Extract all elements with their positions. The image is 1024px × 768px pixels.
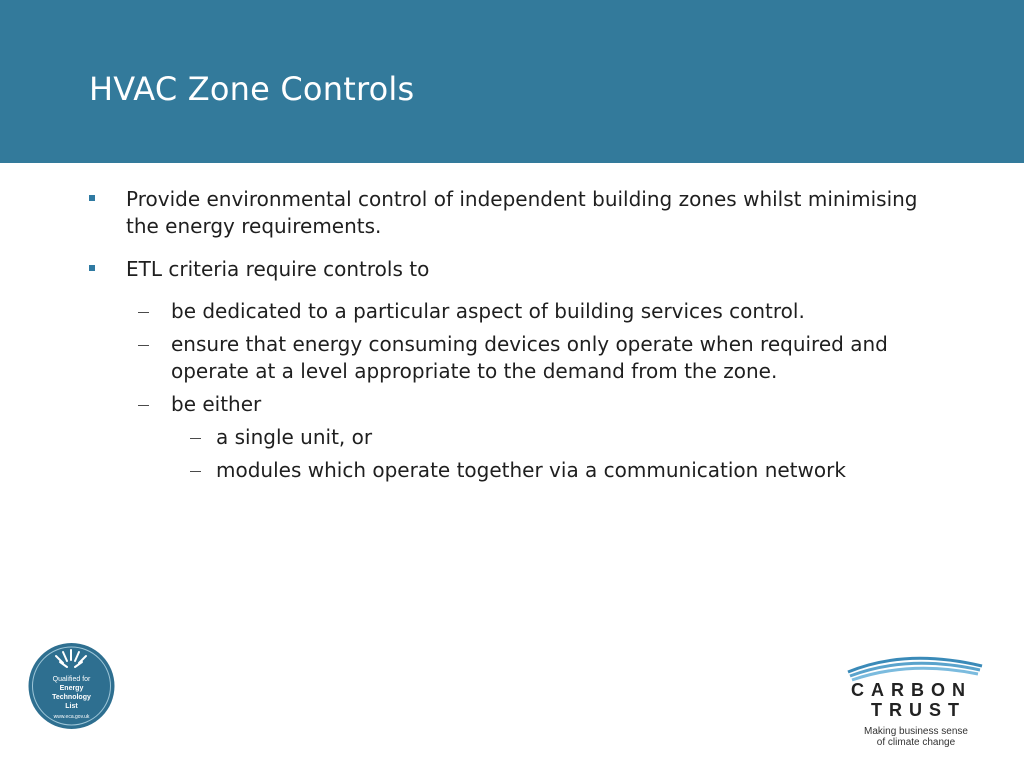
sub-sub-bullet-text: modules which operate together via a communication network (216, 458, 846, 482)
dash-bullet-icon (138, 405, 149, 406)
etl-badge-line4: List (65, 703, 78, 710)
sub-bullet-text: be either (171, 392, 262, 416)
etl-badge-line1: Qualified for (52, 676, 91, 683)
etl-badge-url: www.eca.gov.uk (53, 714, 90, 720)
dash-bullet-icon (190, 438, 201, 439)
dash-bullet-icon (138, 312, 149, 313)
sub-bullet-text: be dedicated to a particular aspect of building services control. (171, 299, 805, 323)
bullet-text: Provide environmental control of independent building zones whilst minimising the energy requirements. (126, 187, 918, 238)
etl-badge-line2: Energy (59, 685, 84, 692)
carbon-trust-word2: TRUST (871, 700, 966, 720)
sub-bullet-text: ensure that energy consuming devices only operate when required and operate at a level appropriate to the demand from the zone. (171, 332, 888, 383)
title-bar (0, 0, 1024, 163)
dash-bullet-icon (190, 471, 201, 472)
sub-sub-bullet-text: a single unit, or (216, 425, 373, 449)
dash-bullet-icon (138, 345, 149, 346)
carbon-trust-word1: CARBON (851, 680, 972, 700)
carbon-trust-tagline2: of climate change (876, 737, 956, 748)
slide-title: HVAC Zone Controls (89, 70, 415, 108)
square-bullet-icon (89, 265, 95, 271)
bullet-text: ETL criteria require controls to (126, 257, 430, 281)
carbon-trust-tagline1: Making business sense (864, 726, 968, 737)
etl-badge-line3: Technology (52, 694, 91, 701)
square-bullet-icon (89, 195, 95, 201)
